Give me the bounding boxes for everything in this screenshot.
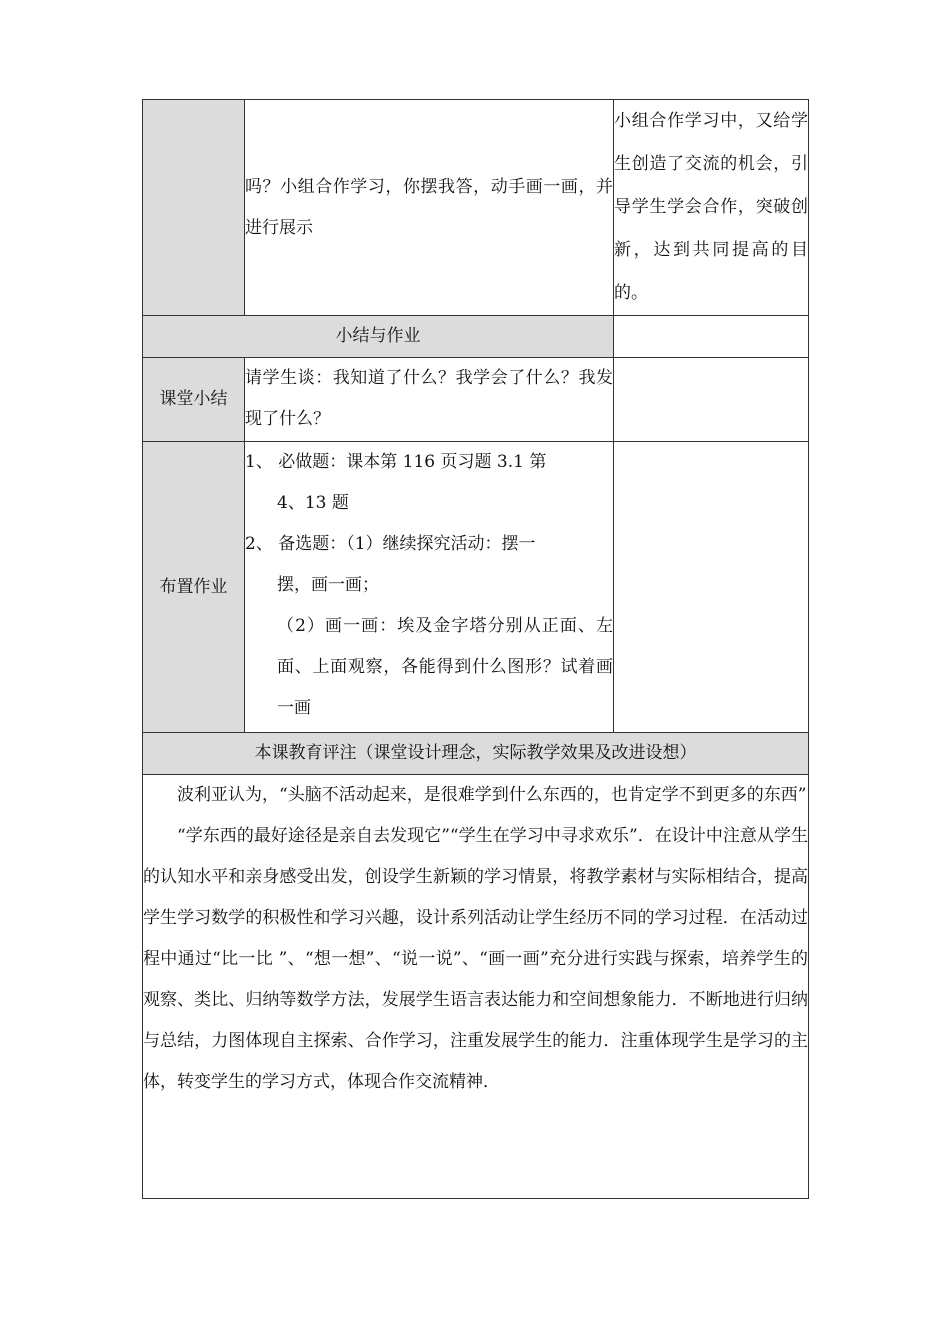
class-summary-label-cell [143, 358, 245, 442]
class-summary-content: 请学生谈：我知道了什么？我学会了什么？我发现了什么？ [245, 368, 613, 429]
evaluation-header-row [143, 733, 809, 775]
summary-header-cell [143, 316, 614, 358]
summary-header-text: 小结与作业 [335, 326, 421, 346]
class-summary-note-cell [614, 358, 809, 442]
evaluation-body-cell [143, 775, 809, 1199]
homework-label-cell [143, 442, 245, 733]
evaluation-paragraph-2: “学东西的最好途径是亲自去发现它”“学生在学习中寻求欢乐”．在设计中注意从学生的认知水平和亲身感受出发，创设学生新颖的学习情景，将教学素材与实际相结合，提高学生学习数学的积极性和学习兴趣，设计系列活动让学生经历不同的学习过程．在活动过程中通过“比一比 ”、“想一想”、“说一说”、“画一画”充分进行实践与探索，培养学生的观察、类比、归纳等数学方法，发展学生语言表达能力和空间想象能力．不断地进行归纳与总结，力图体现自主探索、合作学习，注重发展学生的能力．注重体现学生是学习的主体，转变学生的学习方式，体现合作交流精神． [143, 826, 808, 1092]
homework-item-2-cont: 摆，画一画； [277, 575, 379, 595]
summary-header-note-cell [614, 316, 809, 358]
evaluation-header-cell [143, 733, 809, 775]
homework-row [143, 442, 809, 733]
class-summary-label: 课堂小结 [159, 389, 228, 409]
homework-item-1: 1、 必做题：课本第 116 页习题 3.1 第 [245, 452, 547, 472]
activity-content-cell [245, 100, 614, 316]
evaluation-header-text: 本课教育评注（课堂设计理念，实际教学效果及改进设想） [254, 743, 697, 763]
activity-row [143, 100, 809, 316]
activity-note-cell [614, 100, 809, 316]
homework-item-2: 2、 备选题：（1）继续探究活动：摆一 [245, 534, 536, 554]
homework-item-1-cont: 4、13 题 [277, 493, 349, 513]
evaluation-body-row [143, 775, 809, 1199]
class-summary-row [143, 358, 809, 442]
homework-content-cell [245, 442, 614, 733]
class-summary-content-cell [245, 358, 614, 442]
evaluation-paragraph-1: 波利亚认为，“头脑不活动起来，是很难学到什么东西的，也肯定学不到更多的东西” [177, 785, 807, 805]
lesson-plan-table [142, 99, 809, 1199]
homework-label: 布置作业 [159, 576, 228, 597]
homework-item-2-sub: （2）画一画：埃及金字塔分别从正面、左面、上面观察，各能得到什么图形？试着画一画 [277, 616, 613, 718]
activity-note-text: 小组合作学习中，又给学生创造了交流的机会，引导学生学会合作，突破创新，达到共同提高的目的。 [614, 111, 808, 303]
activity-content-text: 吗？小组合作学习，你摆我答，动手画一画，并进行展示 [245, 176, 613, 238]
activity-label-cell [143, 100, 245, 316]
homework-note-cell [614, 442, 809, 733]
summary-header-row [143, 316, 809, 358]
